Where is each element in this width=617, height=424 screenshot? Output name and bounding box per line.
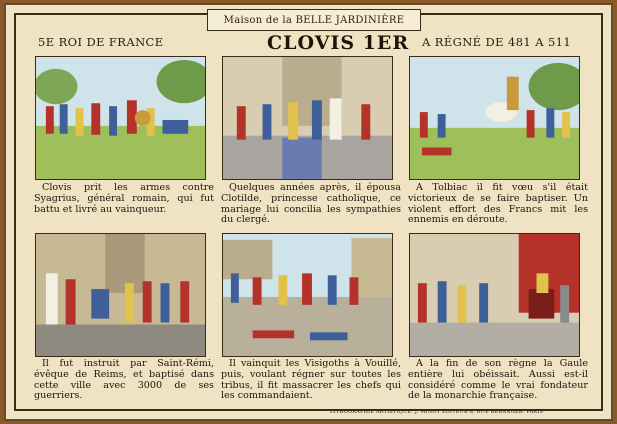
illustration-battle-of-vouille xyxy=(222,233,393,357)
page-title: CLOVIS 1ER xyxy=(267,32,410,54)
illustration-battle-of-tolbiac xyxy=(409,56,580,180)
card xyxy=(4,3,613,421)
illustration-wedding-with-clotilde xyxy=(222,56,393,180)
illustration-baptism-at-reims xyxy=(35,233,206,357)
reign-dates: A RÉGNÉ DE 481 A 511 xyxy=(422,35,572,49)
king-rank: 5E ROI DE FRANCE xyxy=(38,35,164,49)
illustration-clovis-enthroned xyxy=(409,233,580,357)
printer-credit: LITHOGRAPHIE ARTISTIQUE. J. MINOT ÉDITEUR 8, RUE BÉRANGER. PARIS xyxy=(330,409,544,415)
house-banner xyxy=(207,9,421,31)
caption-4: Il fut instruit par Saint-Rémi, évêque de Reims, et baptisé dans cette ville avec 3000 de ses guerriers. xyxy=(34,358,214,402)
caption-1: Clovis prit les armes contre Syagrius, général romain, qui fut battu et livré au vainqueur. xyxy=(34,182,214,215)
caption-3: A Tolbiac il fit vœu s'il était victorieux de se faire baptiser. Un violent effort des Francs mit les ennemis en déroute. xyxy=(408,182,588,226)
house-name: Maison de la BELLE JARDINIÈRE xyxy=(223,14,405,26)
caption-5: Il vainquit les Visigoths à Vouillé, puis, voulant régner sur toutes les tribus, il fit massacrer les chefs qui les commandaient. xyxy=(221,358,401,402)
caption-2: Quelques années après, il épousa Clotilde, princesse catholique, ce mariage lui concilia les sympathies du clergé. xyxy=(221,182,401,226)
illustration-battle-with-syagrius xyxy=(35,56,206,180)
caption-6: A la fin de son règne la Gaule entière lui obéissait. Aussi est-il considéré comme le vrai fondateur de la monarchie française. xyxy=(408,358,588,402)
